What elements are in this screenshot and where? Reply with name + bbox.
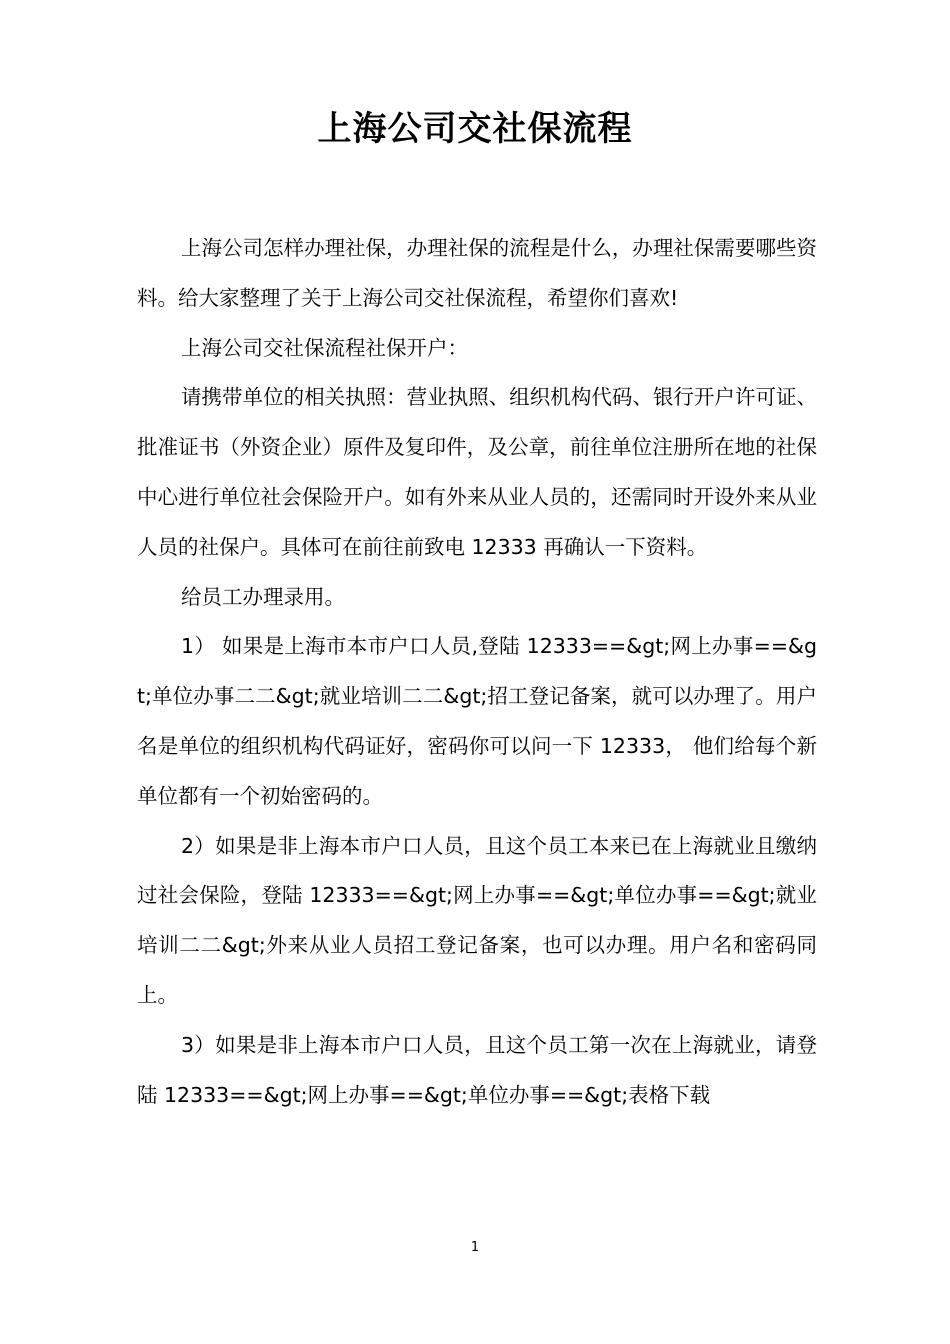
paragraph-step-1: 1） 如果是上海市本市户口人员,登陆 12333==&gt;网上办事==&gt;单位办事二二&gt;就业培训二二&gt;招工登记备案，就可以办理了。用户名是单位的组织机构代码证好，密码你可以问一下 12333， 他们给每个新单位都有一个初始密码的。	[137, 634, 817, 808]
paragraph-step-2: 2）如果是非上海本市户口人员，且这个员工本来已在上海就业且缴纳过社会保险，登陆 12333==&gt;网上办事==&gt;单位办事==&gt;就业培训二二&gt;外来从业人员招工登记备案，也可以办理。用户名和密码同上。	[137, 833, 817, 1007]
paragraph-step-3: 3）如果是非上海本市户口人员，且这个员工第一次在上海就业，请登陆 12333==&gt;网上办事==&gt;单位办事==&gt;表格下载	[137, 1032, 817, 1107]
document-title: 上海公司交社保流程	[317, 109, 633, 149]
paragraph-account-heading: 上海公司交社保流程社保开户：	[181, 335, 468, 360]
page-number: 1	[470, 1240, 480, 1255]
paragraph-intro: 上海公司怎样办理社保，办理社保的流程是什么，办理社保需要哪些资料。给大家整理了关于上海公司交社保流程，希望你们喜欢!	[137, 236, 817, 310]
paragraph-hiring-heading: 给员工办理录用。	[181, 584, 345, 609]
paragraph-account-details: 请携带单位的相关执照：营业执照、组织机构代码、银行开户许可证、批准证书（外资企业）原件及复印件，及公章，前往单位注册所在地的社保中心进行单位社会保险开户。如有外来从业人员的，还需同时开设外来从业人员的社保户。具体可在前往前致电 12333 再确认一下资料。	[137, 385, 817, 559]
document-body	[137, 224, 817, 1120]
